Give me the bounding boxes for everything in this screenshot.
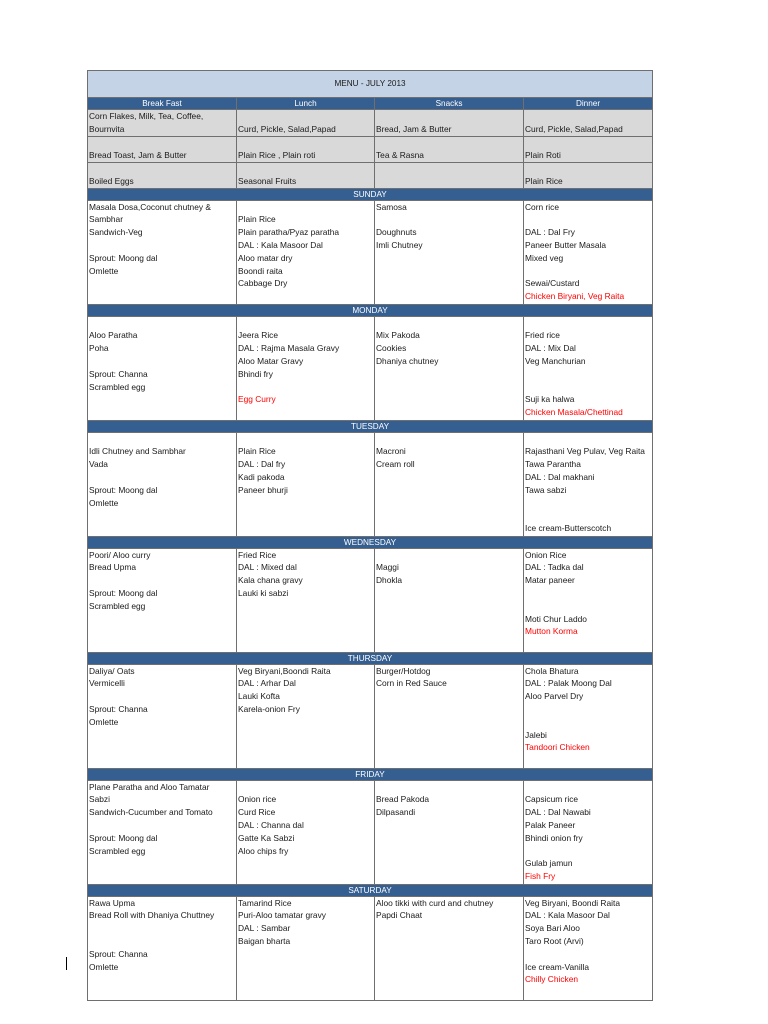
menu-item: DAL : Kala Masoor Dal [238,239,323,250]
menu-item: Sewai/Custard [525,278,580,289]
menu-cell-breakfast [88,664,237,768]
day-menu-row [88,548,653,652]
special-dish: Egg Curry [238,394,276,405]
day-menu-row [88,664,653,768]
menu-cell-breakfast [88,896,237,1000]
menu-cell-breakfast [88,110,237,137]
menu-item: Sprout: Channa [89,368,148,379]
menu-item: Cabbage Dry [238,278,288,289]
menu-item: Boondi raita [238,265,283,276]
menu-item: Karela-onion Fry [238,703,300,714]
menu-item [89,574,235,587]
menu-item: Omlette [89,265,119,276]
menu-item: Paneer Butter Masala [525,239,607,250]
menu-item [238,317,373,330]
menu-item: DAL : Dal Fry [525,227,575,238]
menu-item: Onion rice [238,794,277,805]
menu-cell-breakfast [88,200,237,304]
menu-item: DAL : Palak Moong Dal [525,678,612,689]
menu-item: Aloo tikki with curd and chutney [376,897,494,908]
daily-row [88,136,653,162]
menu-cell-lunch [237,162,375,188]
menu-table [87,70,653,1001]
column-header-row [88,98,653,110]
day-name: SATURDAY [88,884,653,896]
menu-item: Gatte Ka Sabzi [238,832,295,843]
menu-item [89,471,235,484]
menu-cell-lunch [237,664,375,768]
menu-item: DAL : Tadka dal [525,562,584,573]
menu-cell-snacks [375,780,524,884]
menu-item: Sprout: Moong dal [89,587,158,598]
daily-row [88,110,653,137]
menu-item [525,509,651,522]
menu-cell-breakfast [88,136,237,162]
menu-item: Plain Rice [238,214,276,225]
menu-cell-breakfast [88,162,237,188]
menu-item: Dhaniya chutney [376,355,439,366]
menu-cell-dinner [524,896,653,1000]
menu-item [238,201,373,214]
menu-item: Jeera Rice [238,330,279,341]
menu-item [376,781,522,794]
menu-cell-snacks [375,664,524,768]
menu-item: Bhindi onion fry [525,832,583,843]
menu-cell-dinner [524,136,653,162]
menu-item: Capsicum rice [525,794,579,805]
menu-cell-snacks [375,110,524,137]
menu-item: Veg Biryani, Boondi Raita [525,897,620,908]
day-name: MONDAY [88,304,653,316]
menu-item: Ice cream-Vanilla [525,961,590,972]
menu-item [525,368,651,381]
menu-cell-breakfast [88,548,237,652]
menu-item: Matar paneer [525,575,575,586]
menu-item: DAL : Dal fry [238,459,286,470]
menu-item: Omlette [89,961,119,972]
menu-item [525,948,651,961]
menu-item [238,433,373,446]
menu-item: DAL : Kala Masoor Dal [525,910,610,921]
day-menu-row [88,316,653,420]
menu-item [525,781,651,794]
menu-item: Ice cream-Butterscotch [525,523,612,534]
menu-item: Omlette [89,716,119,727]
menu-cell-breakfast [88,432,237,536]
menu-item [89,433,235,446]
menu-item: Lauki Kofta [238,691,280,702]
menu-item: Bournvita [89,123,125,134]
menu-item: Scrambled egg [89,600,146,611]
day-header-row [88,884,653,896]
text-cursor-mark [66,957,67,970]
menu-cell-lunch [237,896,375,1000]
col-lunch: Lunch [237,98,375,110]
menu-item: Rajasthani Veg Pulav, Veg Raita [525,446,645,457]
menu-cell-breakfast [88,316,237,420]
menu-item: Gulab jamun [525,858,573,869]
day-header-row [88,420,653,432]
menu-item: Boiled Eggs [89,175,134,186]
menu-item: Soya Bari Aloo [525,923,580,934]
menu-item: Vermicelli [89,678,125,689]
menu-item: Rawa Upma [89,897,136,908]
menu-item [89,935,235,948]
menu-item: Sandwich-Cucumber and Tomato [89,807,213,818]
menu-item: Cookies [376,343,407,354]
menu-item [525,600,651,613]
menu-item: DAL : Channa dal [238,819,304,830]
menu-item: Maggi [376,562,399,573]
menu-item: Imli Chutney [376,239,423,250]
menu-item: Lauki ki sabzi [238,587,289,598]
menu-item: Dhokla [376,575,403,586]
menu-item: Curd, Pickle, Salad,Papad [525,123,623,134]
day-name: SUNDAY [88,188,653,200]
menu-item: Baigan bharta [238,935,291,946]
menu-item [89,690,235,703]
special-dish: Fish Fry [525,871,556,882]
menu-item: Fried Rice [238,549,277,560]
menu-item: Corn Flakes, Milk, Tea, Coffee, [89,111,204,121]
menu-item [525,497,651,510]
menu-item: Bread, Jam & Butter [376,123,452,134]
menu-item: Plain Roti [525,149,561,160]
menu-title: MENU - JULY 2013 [88,71,653,98]
menu-cell-snacks [375,162,524,188]
menu-item: Aloo chips fry [238,845,289,856]
menu-cell-dinner [524,432,653,536]
title-row [88,71,653,98]
menu-item: Plain Rice [238,446,276,457]
menu-item: DAL : Dal Nawabi [525,807,591,818]
menu-item: Bread Roll with Dhaniya Chuttney [89,910,215,921]
menu-item: DAL : Mix Dal [525,343,576,354]
menu-item: Curd Rice [238,807,276,818]
menu-item: Sprout: Channa [89,948,148,959]
special-dish: Chicken Biryani, Veg Raita [525,291,625,302]
menu-item: Plain Rice , Plain roti [238,149,316,160]
menu-item: Jalebi [525,729,547,740]
menu-item [525,587,651,600]
menu-item: Suji ka halwa [525,394,575,405]
menu-item: Cream roll [376,459,415,470]
menu-item [525,845,651,858]
menu-item: Curd, Pickle, Salad,Papad [238,123,336,134]
menu-item: Bread Upma [89,562,137,573]
special-dish: Chicken Masala/Chettinad [525,407,623,418]
day-name: WEDNESDAY [88,536,653,548]
menu-item: Mix Pakoda [376,330,420,341]
menu-item: Doughnuts [376,227,417,238]
menu-item: Daliya/ Oats [89,665,135,676]
menu-cell-lunch [237,200,375,304]
menu-item: Bread Pakoda [376,794,430,805]
menu-item: Tawa Parantha [525,459,581,470]
menu-item: Aloo Paratha [89,330,138,341]
day-header-row [88,188,653,200]
special-dish: Tandoori Chicken [525,742,590,753]
menu-item: Plain Rice [525,175,563,186]
day-name: TUESDAY [88,420,653,432]
menu-item: Samosa [376,201,407,212]
menu-cell-lunch [237,780,375,884]
menu-cell-snacks [375,136,524,162]
menu-item: Plain paratha/Pyaz paratha [238,227,340,238]
menu-cell-lunch [237,432,375,536]
menu-item [376,317,522,330]
menu-item [89,922,235,935]
menu-item: Tamarind Rice [238,897,292,908]
menu-cell-breakfast [88,780,237,884]
menu-item: Plane Paratha and Aloo Tamatar [89,781,210,792]
menu-cell-dinner [524,664,653,768]
menu-item: Tawa sabzi [525,484,567,495]
menu-item [525,213,651,226]
menu-item: Dilpasandi [376,807,416,818]
menu-item: Onion Rice [525,549,567,560]
menu-item [525,716,651,729]
menu-cell-dinner [524,548,653,652]
col-dinner: Dinner [524,98,653,110]
menu-item: Taro Root (Arvi) [525,935,584,946]
menu-item [525,703,651,716]
menu-cell-lunch [237,136,375,162]
menu-item: Corn in Red Sauce [376,678,447,689]
menu-item: Sabzi [89,794,110,805]
menu-item: Paneer bhurji [238,484,288,495]
col-breakfast: Break Fast [88,98,237,110]
menu-cell-snacks [375,432,524,536]
menu-item [376,433,522,446]
menu-item: Tea & Rasna [376,149,424,160]
menu-item: Sprout: Channa [89,703,148,714]
menu-item: Omlette [89,497,119,508]
menu-item: Sprout: Moong dal [89,484,158,495]
col-snacks: Snacks [375,98,524,110]
day-header-row [88,768,653,780]
menu-item [238,781,373,794]
menu-item: DAL : Arhar Dal [238,678,296,689]
menu-cell-lunch [237,316,375,420]
menu-item: Seasonal Fruits [238,175,297,186]
menu-item: Palak Paneer [525,819,576,830]
menu-item [376,175,522,188]
menu-item: DAL : Sambar [238,923,291,934]
menu-item: DAL : Dal makhani [525,471,595,482]
menu-cell-dinner [524,780,653,884]
menu-item: Aloo Parvel Dry [525,691,584,702]
menu-item: Kala chana gravy [238,575,303,586]
menu-item: Papdi Chaat [376,910,423,921]
day-name: THURSDAY [88,652,653,664]
menu-item: Sandwich-Veg [89,227,143,238]
menu-item [89,355,235,368]
menu-item: Vada [89,459,108,470]
menu-item: Idli Chutney and Sambhar [89,446,186,457]
menu-body [88,71,653,1001]
menu-item: Poha [89,343,109,354]
menu-item [525,317,651,330]
daily-row [88,162,653,188]
menu-item [376,213,522,226]
menu-item [89,317,235,330]
day-header-row [88,304,653,316]
menu-item: Poori/ Aloo curry [89,549,151,560]
menu-cell-snacks [375,316,524,420]
menu-item: Burger/Hotdog [376,665,431,676]
menu-item: Puri-Aloo tamatar gravy [238,910,326,921]
menu-item [238,381,373,394]
menu-item: Masala Dosa,Coconut chutney & [89,201,211,212]
menu-item: Aloo matar dry [238,252,293,263]
menu-item: DAL : Rajma Masala Gravy [238,343,340,354]
menu-item: Veg Manchurian [525,355,586,366]
menu-item: Fried rice [525,330,560,341]
menu-item: Bread Toast, Jam & Butter [89,149,187,160]
menu-item: Scrambled egg [89,381,146,392]
menu-item: Bhindi fry [238,368,273,379]
menu-item: DAL : Mixed dal [238,562,297,573]
menu-cell-dinner [524,110,653,137]
special-dish: Mutton Korma [525,626,578,637]
menu-cell-snacks [375,200,524,304]
menu-item: Corn rice [525,201,559,212]
menu-item [525,433,651,446]
menu-item [525,265,651,278]
menu-item: Scrambled egg [89,845,146,856]
special-dish: Chilly Chicken [525,974,579,985]
menu-item: Mixed veg [525,252,564,263]
day-menu-row [88,432,653,536]
menu-item: Chola Bhatura [525,665,579,676]
day-header-row [88,652,653,664]
menu-cell-dinner [524,162,653,188]
menu-item [89,819,235,832]
menu-cell-lunch [237,110,375,137]
menu-item [376,549,522,562]
menu-cell-lunch [237,548,375,652]
menu-item [89,239,235,252]
day-menu-row [88,200,653,304]
menu-item [525,381,651,394]
day-header-row [88,536,653,548]
menu-item: Macroni [376,446,406,457]
menu-item: Kadi pakoda [238,471,285,482]
menu-item: Sambhar [89,214,123,225]
menu-cell-dinner [524,316,653,420]
menu-item: Sprout: Moong dal [89,832,158,843]
day-menu-row [88,780,653,884]
menu-item: Veg Biryani,Boondi Raita [238,665,331,676]
menu-cell-snacks [375,548,524,652]
menu-item: Sprout: Moong dal [89,252,158,263]
menu-cell-dinner [524,200,653,304]
menu-item: Aloo Matar Gravy [238,355,304,366]
day-name: FRIDAY [88,768,653,780]
menu-cell-snacks [375,896,524,1000]
day-menu-row [88,896,653,1000]
menu-item: Moti Chur Laddo [525,613,587,624]
